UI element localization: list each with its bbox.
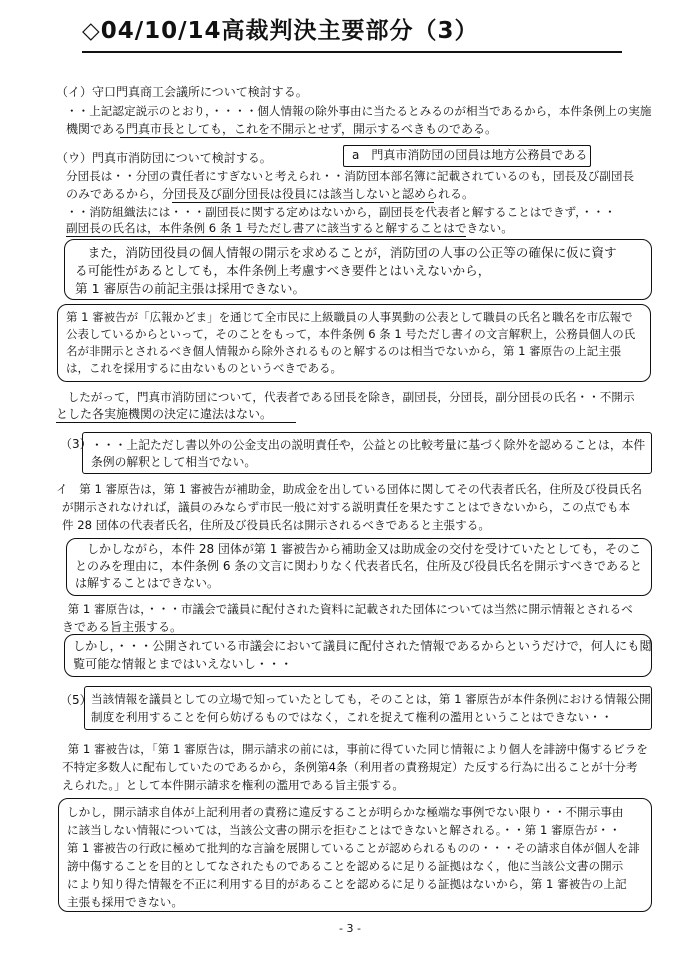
underline-mark — [66, 236, 466, 237]
quote-box — [64, 239, 652, 300]
quote-line: る可能性があるとしても，本件条例上考慮すべき要件とはいえないから， — [75, 263, 491, 278]
quote-line: しかしながら，本件 28 団体が第 1 審被告から補助金又は助成金の交付を受けていたとしても，そのこ — [75, 542, 642, 556]
quote-box — [66, 538, 652, 596]
quote-line: 制度を利用することを何ら妨げるものではなく，これを捉えて権利の濫用ということはできない・・ — [91, 710, 613, 724]
quote-line: 第 1 審被告の行政に極めて批判的な言論を展開していることが認められるものの・・・その請求自体が個人を誹 — [67, 841, 640, 855]
quote-box — [82, 432, 652, 474]
quote-box — [58, 798, 652, 912]
section-i-line: ・・上記認定説示のとおり，・・・・個人情報の除外事由に当たるとみるのが相当であるから，本件条例上の実施 — [66, 104, 652, 118]
section-i-heading: （イ）守口門真商工会議所について検討する。 — [56, 85, 308, 99]
section-u-line: のみであるから，分団長及び副分団長は役員には該当しないと認められる。 — [66, 187, 475, 201]
section-u-line: 副団長の氏名は，本件条例 6 条 1 号ただし書アに該当すると解することはできない。 — [66, 221, 513, 235]
quote-line: ・・・上記ただし書以外の公金支出の説明責任や，公益との比較考量に基づく除外を認めることは，本件 — [91, 438, 646, 452]
page-title: ◇04/10/14高裁判決主要部分（3） — [82, 12, 622, 53]
section-u-heading: （ウ）門真市消防団について検討する。 — [56, 151, 272, 165]
section-3-number: （3） — [60, 437, 92, 451]
section-u-line: ・・消防組織法には・・・副団長に関する定めはないから，副団長を代表者と解することはできず，・・・ — [66, 205, 616, 219]
quote-line: に該当しない情報については，当該公文書の開示を拒むことはできないと解される。・・第 1 審原告が・・ — [67, 823, 621, 837]
quote-line: しかし，開示請求自体が上記利用者の責務に違反することが明らかな極端な事例でない限り・・不開示事由 — [67, 805, 624, 819]
quote-line: は解することはできない。 — [75, 576, 220, 590]
conclusion-line: とした各実施機関の決定に違法はない。 — [56, 407, 273, 421]
conclusion-line: したがって，門真市消防団について，代表者である団長を除き，副団長，分団長，副分団長の氏名・・不開示 — [56, 390, 635, 404]
quote-line: 覧可能な情報とまではいえないし・・・ — [73, 657, 293, 671]
quote-line: また，消防団役員の個人情報の開示を求めることが，消防団の人事の公正等の確保に仮に資す — [75, 245, 617, 260]
quote-line: 第 1 審被告が「広報かどま」を通じて全市民に上級職員の人事異動の公表として職員の氏名と職名を市広報で — [66, 310, 633, 324]
paragraph-line: 件 28 団体の代表者氏名，住所及び役員氏名は開示されるべきであると主張する。 — [62, 518, 490, 532]
quote-line: 公表しているからといって，そのことをもって，本件条例 6 条 1 号ただし書イの文言解釈上，公務員個人の氏 — [66, 327, 636, 341]
quote-line: は，これを採用するに由ないものというべきである。 — [66, 361, 342, 375]
paragraph-line: 第 1 審原告は，・・・市議会で議員に配付された資料に記載された団体については当然に開示情報とされるべ — [56, 602, 633, 616]
page-number: - 3 - — [339, 922, 361, 935]
quote-box — [84, 686, 652, 730]
section-5-number: （5） — [60, 693, 92, 707]
quote-line: 謗中傷することを目的としてなされたものであることを認めるに足りる証拠はなく，他に当該公文書の開示 — [67, 859, 624, 873]
paragraph-line: えられた。」として本件開示請求を権利の濫用である旨主張する。 — [62, 778, 405, 792]
paragraph-line: 不特定多数人に配布していたのであるから，条例第4条（利用者の責務規定）た反する行為に出ることが十分考 — [62, 760, 638, 774]
paragraph-line: が開示されなければ，議員のみならず市民一般に対する説明責任を果たすことはできないから，この点でも本 — [62, 500, 631, 514]
paragraph-line: きである旨主張する。 — [62, 620, 183, 634]
quote-line: により知り得た情報を不正に利用する目的があることを認めるに足りる証拠はないから，第 1 審被告の上記 — [67, 877, 627, 891]
quote-line: 当該情報を議員としての立場で知っていたとしても，そのことは，第 1 審原告が本件条例における情報公開 — [91, 692, 651, 706]
quote-line: 第 1 審原告の前記主張は採用できない。 — [75, 281, 306, 296]
callout-box — [343, 145, 591, 167]
paragraph-line: イ 第 1 審原告は，第 1 審被告が補助金，助成金を出している団体に関してその代表者氏名，住所及び役員氏名 — [56, 482, 642, 496]
underline-mark — [56, 422, 296, 423]
underline-mark — [120, 137, 480, 138]
section-i-line: 機関である門真市長としても，これを不開示とせず，開示するべきものである。 — [66, 122, 498, 136]
quote-box — [64, 634, 652, 677]
callout-text: a 門真市消防団の団員は地方公務員である — [352, 148, 588, 162]
underline-mark — [172, 202, 434, 203]
section-u-line: 分団長は・・分団の責任者にすぎないと考えられ・・消防団本部名簿に記載されているのも，団長及び副団長 — [66, 169, 635, 183]
quote-line: 条例の解釈として相当でない。 — [91, 455, 257, 469]
quote-box — [57, 304, 651, 382]
quote-line: 名が非開示とされるべき個人情報から除外されるものと解するのは相当でないから，第 1 審原告の上記主張 — [66, 344, 622, 358]
quote-line: 主張も採用できない。 — [67, 895, 183, 909]
quote-line: しかし，・・・公開されている市議会において議員に配付された情報であるからというだけで，何人にも閲 — [73, 639, 652, 653]
paragraph-line: 第 1 審被告は，「第 1 審原告は，開示請求の前には，事前に得ていた同じ情報により個人を誹謗中傷するビラを — [56, 742, 648, 756]
quote-line: とのみを理由に，本件条例 6 条の文言に関わりなく代表者氏名，住所及び役員氏名を開示すべきであると — [75, 559, 643, 573]
